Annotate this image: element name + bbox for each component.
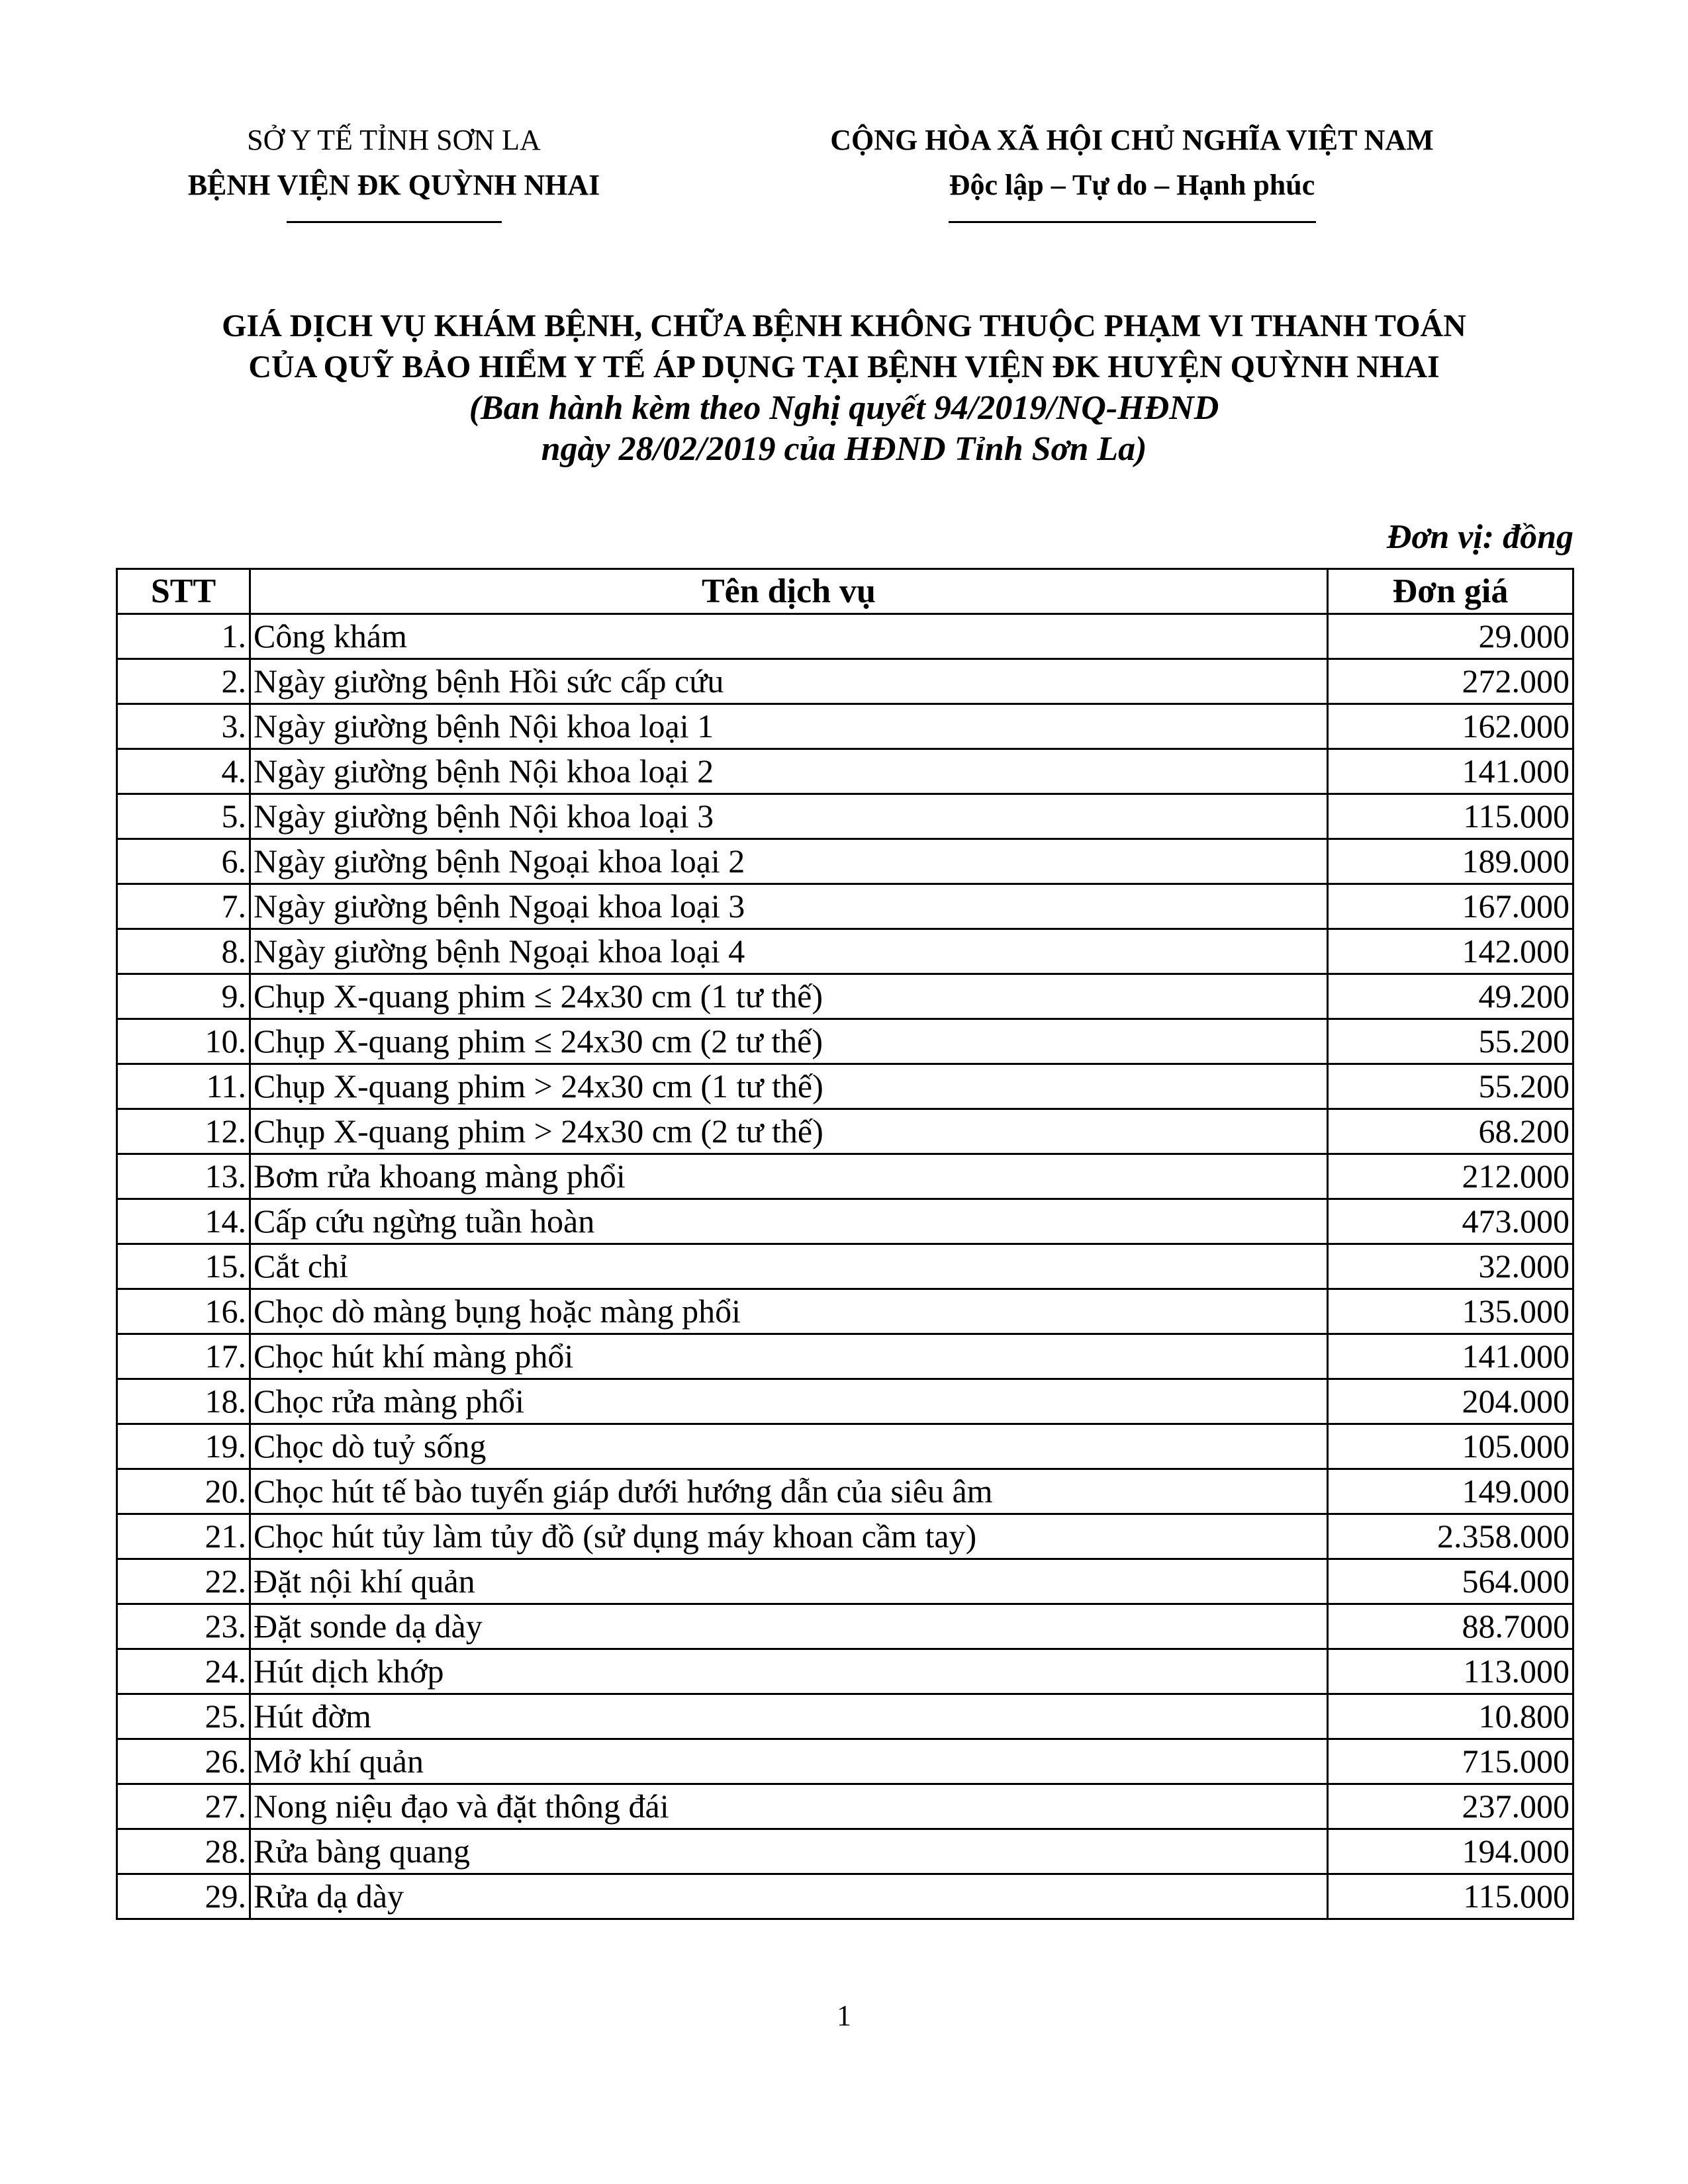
department-name: SỞ Y TẾ TỈNH SƠN LA bbox=[247, 124, 541, 156]
table-row bbox=[117, 884, 1573, 929]
row-stt: 5. bbox=[117, 794, 250, 839]
row-stt: 26. bbox=[117, 1739, 250, 1784]
row-service-name: Chụp X-quang phim ≤ 24x30 cm (2 tư thế) bbox=[250, 1019, 1328, 1064]
row-service-name: Chụp X-quang phim ≤ 24x30 cm (1 tư thế) bbox=[250, 974, 1328, 1019]
row-service-name: Nong niệu đạo và đặt thông đái bbox=[250, 1784, 1328, 1829]
table-row bbox=[117, 1604, 1573, 1649]
row-stt: 20. bbox=[117, 1469, 250, 1514]
row-price: 115.000 bbox=[1328, 1874, 1573, 1919]
national-motto: Độc lập – Tự do – Hạnh phúc bbox=[949, 169, 1315, 201]
row-service-name: Hút đờm bbox=[250, 1694, 1328, 1739]
row-service-name: Chọc hút khí màng phổi bbox=[250, 1334, 1328, 1379]
row-service-name: Mở khí quản bbox=[250, 1739, 1328, 1784]
row-stt: 6. bbox=[117, 839, 250, 884]
row-price: 212.000 bbox=[1328, 1154, 1573, 1199]
row-stt: 13. bbox=[117, 1154, 250, 1199]
row-stt: 15. bbox=[117, 1244, 250, 1289]
document-title bbox=[99, 306, 1589, 470]
row-service-name: Chụp X-quang phim > 24x30 cm (2 tư thế) bbox=[250, 1109, 1328, 1154]
row-stt: 28. bbox=[117, 1829, 250, 1874]
row-stt: 14. bbox=[117, 1199, 250, 1244]
row-service-name: Chọc dò màng bụng hoặc màng phổi bbox=[250, 1289, 1328, 1334]
row-price: 55.200 bbox=[1328, 1019, 1573, 1064]
row-service-name: Ngày giường bệnh Nội khoa loại 2 bbox=[250, 749, 1328, 794]
table-row bbox=[117, 1514, 1573, 1559]
table-row bbox=[117, 794, 1573, 839]
table-row bbox=[117, 1874, 1573, 1919]
row-stt: 16. bbox=[117, 1289, 250, 1334]
table-row bbox=[117, 974, 1573, 1019]
row-price: 141.000 bbox=[1328, 1334, 1573, 1379]
row-service-name: Hút dịch khớp bbox=[250, 1649, 1328, 1694]
header-right-divider bbox=[949, 221, 1316, 223]
row-price: 10.800 bbox=[1328, 1694, 1573, 1739]
header-stt: STT bbox=[117, 569, 250, 614]
row-stt: 25. bbox=[117, 1694, 250, 1739]
table-row bbox=[117, 749, 1573, 794]
row-price: 135.000 bbox=[1328, 1289, 1573, 1334]
row-stt: 11. bbox=[117, 1064, 250, 1109]
row-service-name: Ngày giường bệnh Hồi sức cấp cứu bbox=[250, 659, 1328, 704]
row-stt: 19. bbox=[117, 1424, 250, 1469]
table-row bbox=[117, 1334, 1573, 1379]
row-service-name: Ngày giường bệnh Ngoại khoa loại 4 bbox=[250, 929, 1328, 974]
unit-label: Đơn vị: đồng bbox=[1386, 518, 1573, 556]
table-row bbox=[117, 1019, 1573, 1064]
row-stt: 17. bbox=[117, 1334, 250, 1379]
table-row bbox=[117, 1199, 1573, 1244]
national-title: CỘNG HÒA XÃ HỘI CHỦ NGHĨA VIỆT NAM bbox=[830, 124, 1434, 156]
row-stt: 12. bbox=[117, 1109, 250, 1154]
page-number: 1 bbox=[837, 1999, 851, 2032]
row-stt: 21. bbox=[117, 1514, 250, 1559]
title-line-3: (Ban hành kèm theo Nghị quyết 94/2019/NQ-HĐND bbox=[469, 389, 1219, 427]
row-stt: 7. bbox=[117, 884, 250, 929]
row-stt: 1. bbox=[117, 614, 250, 659]
row-price: 162.000 bbox=[1328, 704, 1573, 749]
row-price: 564.000 bbox=[1328, 1559, 1573, 1604]
table-row bbox=[117, 1829, 1573, 1874]
table-row bbox=[117, 1154, 1573, 1199]
row-price: 167.000 bbox=[1328, 884, 1573, 929]
row-stt: 3. bbox=[117, 704, 250, 749]
row-service-name: Ngày giường bệnh Nội khoa loại 1 bbox=[250, 704, 1328, 749]
row-price: 49.200 bbox=[1328, 974, 1573, 1019]
row-price: 473.000 bbox=[1328, 1199, 1573, 1244]
row-service-name: Chọc dò tuỷ sống bbox=[250, 1424, 1328, 1469]
table-row bbox=[117, 1289, 1573, 1334]
row-service-name: Cấp cứu ngừng tuần hoàn bbox=[250, 1199, 1328, 1244]
row-service-name: Ngày giường bệnh Ngoại khoa loại 2 bbox=[250, 839, 1328, 884]
table-row bbox=[117, 1559, 1573, 1604]
row-service-name: Bơm rửa khoang màng phổi bbox=[250, 1154, 1328, 1199]
row-price: 237.000 bbox=[1328, 1784, 1573, 1829]
row-price: 32.000 bbox=[1328, 1244, 1573, 1289]
row-stt: 9. bbox=[117, 974, 250, 1019]
table-row bbox=[117, 1784, 1573, 1829]
price-table bbox=[116, 568, 1574, 1920]
table-row bbox=[117, 1469, 1573, 1514]
row-price: 115.000 bbox=[1328, 794, 1573, 839]
row-stt: 8. bbox=[117, 929, 250, 974]
table-row bbox=[117, 839, 1573, 884]
row-stt: 10. bbox=[117, 1019, 250, 1064]
row-service-name: Rửa dạ dày bbox=[250, 1874, 1328, 1919]
table-row bbox=[117, 659, 1573, 704]
row-price: 2.358.000 bbox=[1328, 1514, 1573, 1559]
row-price: 204.000 bbox=[1328, 1379, 1573, 1424]
row-service-name: Ngày giường bệnh Ngoại khoa loại 3 bbox=[250, 884, 1328, 929]
table-row bbox=[117, 704, 1573, 749]
table-body bbox=[117, 614, 1573, 1919]
row-price: 715.000 bbox=[1328, 1739, 1573, 1784]
row-service-name: Đặt nội khí quản bbox=[250, 1559, 1328, 1604]
row-price: 149.000 bbox=[1328, 1469, 1573, 1514]
row-price: 272.000 bbox=[1328, 659, 1573, 704]
table-header-row bbox=[117, 569, 1573, 614]
row-stt: 2. bbox=[117, 659, 250, 704]
header-left bbox=[152, 118, 635, 223]
row-service-name: Chọc hút tủy làm tủy đồ (sử dụng máy khoan cầm tay) bbox=[250, 1514, 1328, 1559]
row-stt: 29. bbox=[117, 1874, 250, 1919]
row-service-name: Rửa bàng quang bbox=[250, 1829, 1328, 1874]
row-service-name: Cắt chỉ bbox=[250, 1244, 1328, 1289]
title-line-1: GIÁ DỊCH VỤ KHÁM BỆNH, CHỮA BỆNH KHÔNG THUỘC PHẠM VI THANH TOÁN bbox=[222, 308, 1466, 343]
row-price: 55.200 bbox=[1328, 1064, 1573, 1109]
row-price: 113.000 bbox=[1328, 1649, 1573, 1694]
row-stt: 22. bbox=[117, 1559, 250, 1604]
row-stt: 27. bbox=[117, 1784, 250, 1829]
table-row bbox=[117, 614, 1573, 659]
hospital-name: BỆNH VIỆN ĐK QUỲNH NHAI bbox=[187, 169, 600, 201]
table-row bbox=[117, 1379, 1573, 1424]
table-row bbox=[117, 929, 1573, 974]
table-row bbox=[117, 1109, 1573, 1154]
row-price: 142.000 bbox=[1328, 929, 1573, 974]
row-price: 88.7000 bbox=[1328, 1604, 1573, 1649]
row-service-name: Chụp X-quang phim > 24x30 cm (1 tư thế) bbox=[250, 1064, 1328, 1109]
table-row bbox=[117, 1649, 1573, 1694]
row-service-name: Đặt sonde dạ dày bbox=[250, 1604, 1328, 1649]
header-service-name: Tên dịch vụ bbox=[250, 569, 1328, 614]
table-row bbox=[117, 1739, 1573, 1784]
row-service-name: Công khám bbox=[250, 614, 1328, 659]
row-price: 29.000 bbox=[1328, 614, 1573, 659]
table-row bbox=[117, 1244, 1573, 1289]
table-row bbox=[117, 1064, 1573, 1109]
table-row bbox=[117, 1424, 1573, 1469]
row-service-name: Chọc rửa màng phổi bbox=[250, 1379, 1328, 1424]
row-price: 105.000 bbox=[1328, 1424, 1573, 1469]
row-stt: 18. bbox=[117, 1379, 250, 1424]
header-price: Đơn giá bbox=[1328, 569, 1573, 614]
row-price: 189.000 bbox=[1328, 839, 1573, 884]
row-price: 141.000 bbox=[1328, 749, 1573, 794]
row-price: 68.200 bbox=[1328, 1109, 1573, 1154]
row-price: 194.000 bbox=[1328, 1829, 1573, 1874]
title-line-2: CỦA QUỸ BẢO HIỂM Y TẾ ÁP DỤNG TẠI BỆNH VIỆN ĐK HUYỆN QUỲNH NHAI bbox=[248, 349, 1440, 385]
row-stt: 24. bbox=[117, 1649, 250, 1694]
row-service-name: Ngày giường bệnh Nội khoa loại 3 bbox=[250, 794, 1328, 839]
row-service-name: Chọc hút tế bào tuyến giáp dưới hướng dẫn của siêu âm bbox=[250, 1469, 1328, 1514]
header-left-divider bbox=[287, 221, 502, 223]
title-line-4: ngày 28/02/2019 của HĐND Tỉnh Sơn La) bbox=[541, 430, 1147, 468]
header-right bbox=[768, 118, 1496, 223]
row-stt: 23. bbox=[117, 1604, 250, 1649]
table-row bbox=[117, 1694, 1573, 1739]
row-stt: 4. bbox=[117, 749, 250, 794]
